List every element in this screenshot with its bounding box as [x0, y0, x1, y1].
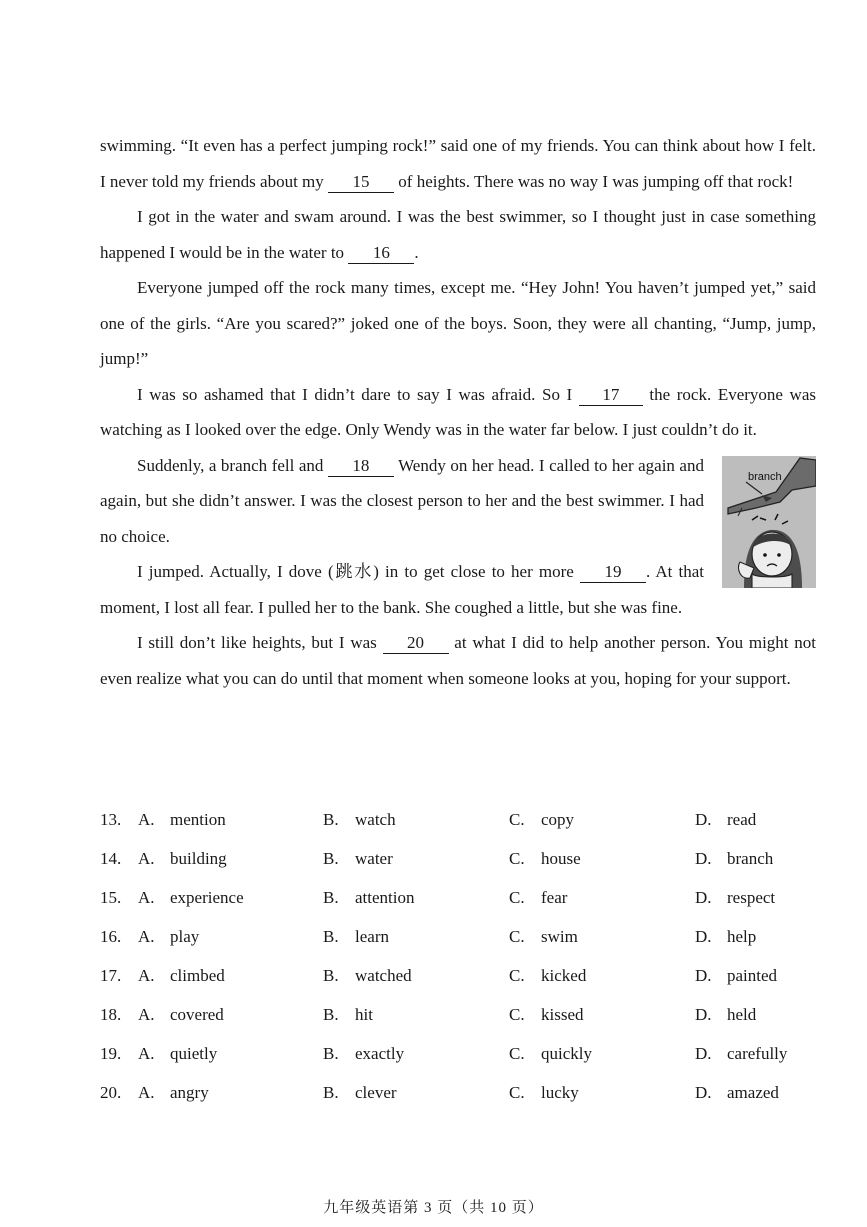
option	[323, 1083, 397, 1103]
option-text: experience	[170, 888, 244, 907]
paragraph-text: at what I did to help another person. You might not even realize what you can do until that moment when someone looks at you, hoping for your support.	[100, 633, 817, 688]
option-letter: A.	[138, 888, 155, 907]
option-letter: D.	[695, 810, 712, 829]
option-text: kissed	[541, 1005, 584, 1024]
option-text: clever	[355, 1083, 397, 1102]
option	[695, 1044, 787, 1064]
option-text: fear	[541, 888, 568, 907]
option-letter: D.	[695, 1044, 712, 1063]
option-letter: D.	[695, 888, 712, 907]
option	[509, 1044, 592, 1064]
option-text: held	[727, 1005, 757, 1024]
option	[323, 927, 389, 947]
option	[138, 849, 227, 869]
paragraph-4	[100, 377, 816, 448]
question-number: 20.	[100, 1083, 122, 1102]
option-text: amazed	[727, 1083, 779, 1102]
option-letter: A.	[138, 966, 155, 985]
option-text: climbed	[170, 966, 225, 985]
option-letter: B.	[323, 849, 339, 868]
paragraph-text: I was so ashamed that I didn’t dare to say I was afraid. So I	[137, 384, 579, 404]
page-footer: 九年级英语第 3 页（共 10 页）	[323, 1200, 544, 1216]
paragraph-text: I still don’t like heights, but I was	[137, 633, 383, 652]
question-number: 14.	[100, 849, 122, 868]
option	[323, 888, 414, 908]
option-letter: B.	[323, 927, 339, 946]
option-letter: C.	[509, 966, 525, 985]
question-number: 15.	[100, 888, 122, 907]
paragraph-text: swimming. “It even has a perfect jumping rock!” said one of my friends. You can think about how I felt. I never told my friends about my	[100, 136, 816, 191]
question-row	[100, 806, 816, 845]
option-letter: C.	[509, 888, 525, 907]
question-row	[100, 1079, 816, 1118]
option	[509, 927, 578, 947]
branch-illustration	[722, 456, 816, 588]
paragraph-text: Everyone jumped off the rock many times, except me. “Hey John! You haven’t jumped yet,” said one of the girls. “Are you scared?” joked one of the boys. Soon, they were all chanting, “Jump, jump, jump!”	[100, 278, 816, 368]
option	[138, 927, 199, 947]
option	[695, 1005, 756, 1025]
option-text: swim	[541, 927, 578, 946]
blank-17: 17	[579, 385, 643, 406]
option-text: covered	[170, 1005, 224, 1024]
question-number: 13.	[100, 810, 122, 829]
option-letter: C.	[509, 849, 525, 868]
option	[509, 888, 567, 908]
option-letter: B.	[323, 966, 339, 985]
option-letter: D.	[695, 849, 712, 868]
option	[138, 1044, 217, 1064]
option-text: water	[355, 849, 393, 868]
option-text: painted	[727, 966, 778, 985]
option-letter: A.	[138, 1083, 155, 1102]
option	[695, 849, 773, 869]
option-text: copy	[541, 810, 575, 829]
paragraph-text: of heights. There was no way I was jumping off that rock!	[394, 171, 794, 191]
answer-options	[100, 806, 816, 1118]
option	[695, 810, 756, 830]
option-letter: A.	[138, 849, 155, 868]
option-letter: D.	[695, 1083, 712, 1102]
branch-label: branch	[748, 470, 782, 483]
option-letter: C.	[509, 1005, 525, 1024]
option	[509, 1005, 584, 1025]
question-row	[100, 1001, 816, 1040]
option-text: exactly	[355, 1044, 405, 1063]
option-text: angry	[170, 1083, 209, 1102]
option-text: respect	[727, 888, 776, 907]
option-letter: A.	[138, 927, 155, 946]
option-text: carefully	[727, 1044, 788, 1063]
cloze-passage	[100, 128, 816, 696]
paragraph-3	[100, 270, 816, 377]
option-letter: B.	[323, 888, 339, 907]
option-letter: C.	[509, 1044, 525, 1063]
option-letter: B.	[323, 1005, 339, 1024]
option	[509, 849, 581, 869]
option-text: building	[170, 849, 227, 868]
option	[138, 888, 244, 908]
question-row	[100, 1040, 816, 1079]
option-letter: A.	[138, 1044, 155, 1063]
option-text: kicked	[541, 966, 587, 985]
option-text: attention	[355, 888, 415, 907]
paragraph-text: I got in the water and swam around. I was the best swimmer, so I thought just in case something happened I would be in the water to	[100, 207, 816, 262]
option-letter: B.	[323, 1083, 339, 1102]
option-letter: D.	[695, 927, 712, 946]
option	[323, 810, 396, 830]
option	[509, 1083, 579, 1103]
option	[138, 810, 226, 830]
option-text: quickly	[541, 1044, 592, 1063]
option	[509, 966, 586, 986]
option	[509, 810, 574, 830]
blank-16: 16	[348, 243, 414, 264]
paragraph-text: Wendy on her head. I called to her again and again, but she didn’t answer. I was the closest person to her and the best swimmer. I had no choice.	[100, 455, 704, 546]
blank-18: 18	[328, 456, 394, 477]
option-text: lucky	[541, 1083, 579, 1102]
paragraph-7	[100, 625, 816, 696]
option-letter: D.	[695, 966, 712, 985]
option-letter: C.	[509, 927, 525, 946]
paragraph-5	[100, 448, 816, 555]
paragraph-2	[100, 199, 816, 270]
option	[695, 888, 775, 908]
question-number: 18.	[100, 1005, 122, 1024]
option	[138, 1083, 209, 1103]
question-row	[100, 962, 816, 1001]
question-row	[100, 884, 816, 923]
option-text: help	[727, 927, 757, 946]
option-text: branch	[727, 849, 774, 868]
question-number: 17.	[100, 966, 122, 985]
paragraph-1	[100, 128, 816, 199]
option-text: read	[727, 810, 757, 829]
option-text: watched	[355, 966, 412, 985]
paragraph-text: Suddenly, a branch fell and	[137, 455, 328, 475]
option-letter: B.	[323, 810, 339, 829]
paragraph-text: I jumped. Actually, I dove (跳水) in to get close to her more	[137, 562, 580, 581]
option	[695, 927, 756, 947]
question-row	[100, 845, 816, 884]
paragraph-text: . At that moment, I lost all fear. I pulled her to the bank. She coughed a little, but she was fine.	[100, 562, 704, 617]
option	[695, 1083, 779, 1103]
option-text: mention	[170, 810, 226, 829]
blank-19: 19	[580, 562, 646, 583]
option-text: watch	[355, 810, 396, 829]
option-letter: B.	[323, 1044, 339, 1063]
option	[323, 849, 393, 869]
option-letter: C.	[509, 810, 525, 829]
option-text: hit	[355, 1005, 373, 1024]
question-number: 16.	[100, 927, 122, 946]
paragraph-text: .	[414, 242, 419, 262]
blank-20: 20	[383, 633, 449, 654]
option-text: house	[541, 849, 581, 868]
option-letter: D.	[695, 1005, 712, 1024]
option-letter: A.	[138, 810, 155, 829]
option-letter: C.	[509, 1083, 525, 1102]
question-row	[100, 923, 816, 962]
option	[323, 1005, 373, 1025]
option-text: learn	[355, 927, 389, 946]
paragraph-6	[100, 554, 816, 625]
option-letter: A.	[138, 1005, 155, 1024]
question-number: 19.	[100, 1044, 122, 1063]
option	[138, 1005, 224, 1025]
paragraph-text: the rock. Everyone was watching as I looked over the edge. Only Wendy was in the water far below. I just couldn’t do it.	[100, 384, 816, 439]
option-text: quietly	[170, 1044, 218, 1063]
blank-15: 15	[328, 172, 394, 193]
option	[323, 966, 412, 986]
option	[695, 966, 777, 986]
option	[138, 966, 225, 986]
option-text: play	[170, 927, 200, 946]
option	[323, 1044, 404, 1064]
